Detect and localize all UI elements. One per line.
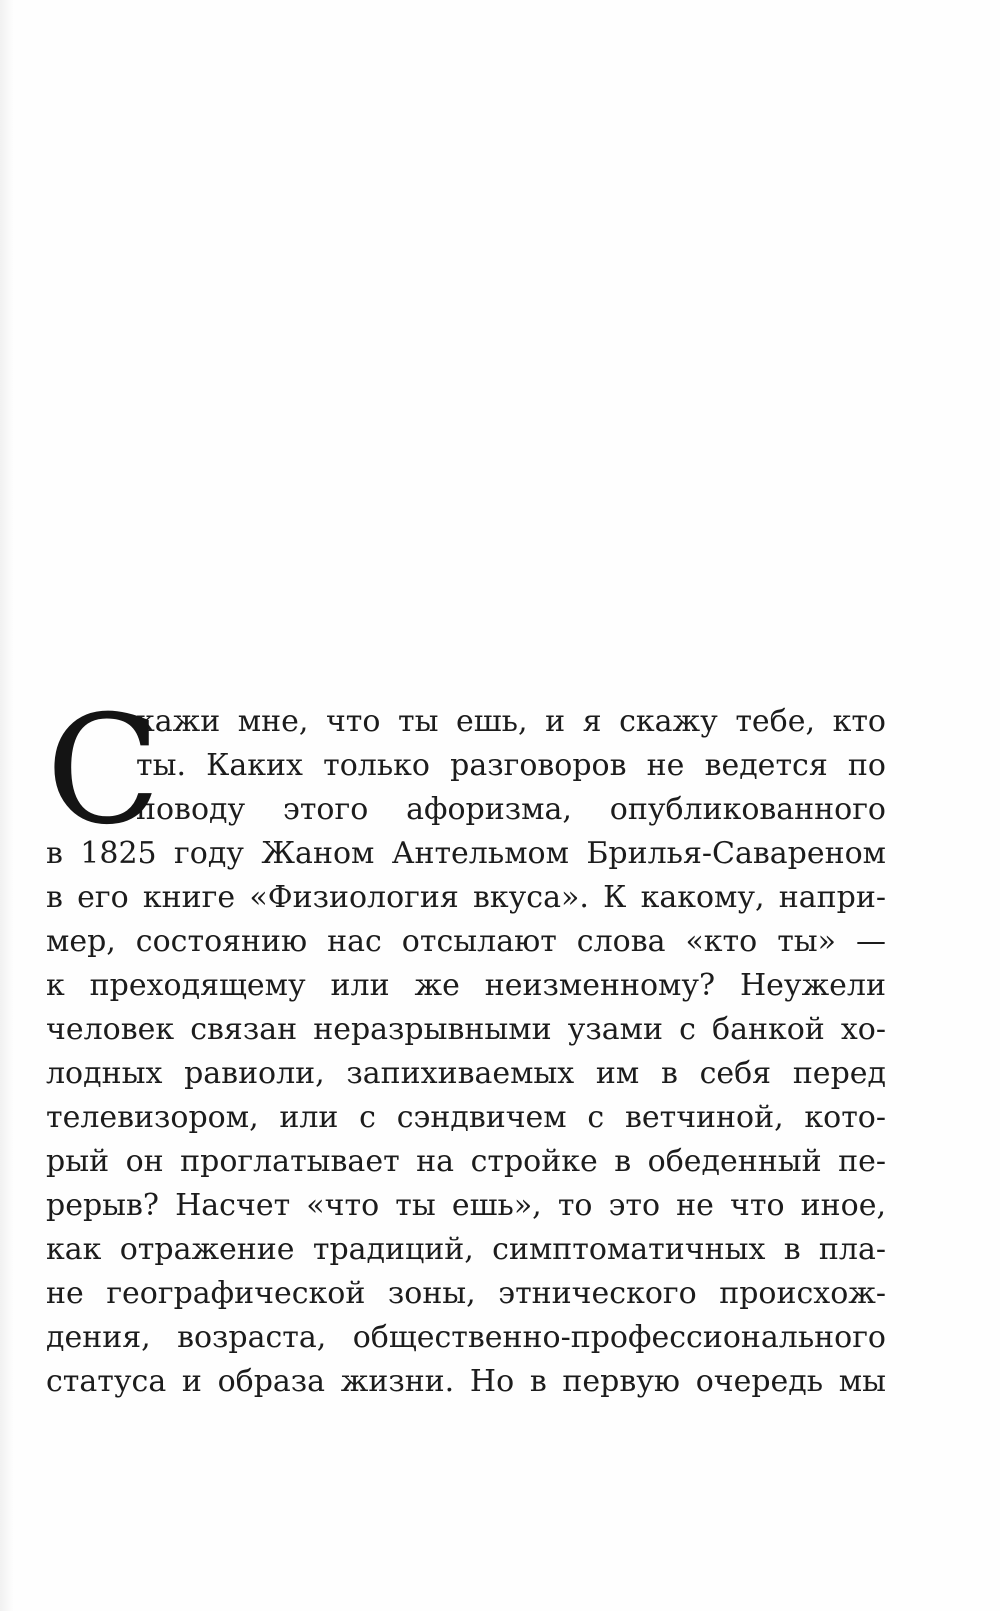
text-line: в его книге «Физиология вкуса». К какому, напри- [46,880,886,915]
text-line: рерыв? Насчет «что ты ешь», то это не что иное, [46,1188,886,1223]
text-line: ты. Каких только разговоров не ведется по [136,748,886,783]
text-line: статуса и образа жизни. Но в первую очередь мы [46,1364,886,1399]
text-line: лодных равиоли, запихиваемых им в себя перед [46,1056,886,1091]
text-line: не географической зоны, этнического происхож- [46,1276,886,1311]
text-line: телевизором, или с сэндвичем с ветчиной, кото- [46,1100,886,1135]
text-line: рый он проглатывает на стройке в обеденный пе- [46,1144,886,1179]
drop-cap: С [46,684,161,858]
body-text [46,684,886,1404]
text-line: в 1825 году Жаном Антельмом Брилья-Савареном [46,836,886,871]
text-line: как отражение традиций, симптоматичных в пла- [46,1232,886,1267]
text-line: к преходящему или же неизменному? Неужели [46,968,886,1003]
text-line: кажи мне, что ты ешь, и я скажу тебе, кто [136,704,886,739]
text-line: мер, состоянию нас отсылают слова «кто ты» — [46,924,886,959]
text-line: человек связан неразрывными узами с банкой хо- [46,1012,886,1047]
page-edge-shadow [0,0,14,1611]
text-line: поводу этого афоризма, опубликованного [136,792,886,827]
text-line: дения, возраста, общественно-профессионального [46,1320,886,1355]
